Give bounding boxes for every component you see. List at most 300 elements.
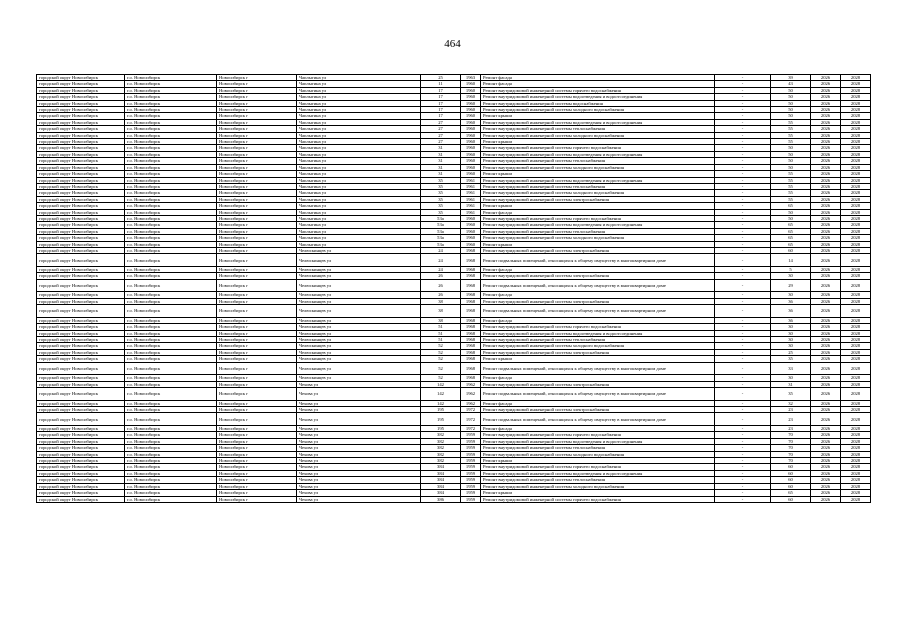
value-cell: 35 [771,356,811,362]
dash-cell: - [715,158,771,164]
end-year-cell: 2028 [841,151,871,157]
build-year-cell: 1960 [461,113,481,119]
start-year-cell: 2026 [811,87,841,93]
build-year-cell: 1961 [461,203,481,209]
municipality-cell: городской округ Новосибирск [37,132,125,138]
district-cell: г.о. Новосибирск [125,407,217,413]
value-cell: 43 [771,81,811,87]
end-year-cell: 2028 [841,119,871,125]
page-number: 464 [444,38,461,50]
district-cell: г.о. Новосибирск [125,400,217,406]
city-cell: Новосибирск г [217,490,297,496]
district-cell: г.о. Новосибирск [125,343,217,349]
municipality-cell: городской округ Новосибирск [37,337,125,343]
street-cell: Чехова ул [297,432,421,438]
municipality-cell: городской округ Новосибирск [37,464,125,470]
start-year-cell: 2026 [811,196,841,202]
municipality-cell: городской округ Новосибирск [37,445,125,451]
value-cell: 36 [771,298,811,304]
work-type-cell: Ремонт внутридомовой инженерной системы холодного водоснабжения [481,235,715,241]
table-row [37,254,871,267]
dash-cell: - [715,171,771,177]
street-cell: Челюскинцев ул [297,247,421,253]
end-year-cell: 2028 [841,158,871,164]
table-row [37,279,871,292]
street-cell: Челюскинцев ул [297,362,421,375]
street-cell: Челюскинцев ул [297,330,421,336]
dash-cell: - [715,164,771,170]
value-cell: 60 [771,247,811,253]
work-type-cell: Ремонт внутридомовой инженерной системы электроснабжения [481,381,715,387]
municipality-cell: городской округ Новосибирск [37,266,125,272]
house-number-cell: 26 [421,273,461,279]
district-cell: г.о. Новосибирск [125,381,217,387]
city-cell: Новосибирск г [217,171,297,177]
value-cell: 30 [771,324,811,330]
street-cell: Чехова ул [297,400,421,406]
district-cell: г.о. Новосибирск [125,235,217,241]
dash-cell: - [715,126,771,132]
start-year-cell: 2026 [811,119,841,125]
street-cell: Чехова ул [297,407,421,413]
city-cell: Новосибирск г [217,458,297,464]
work-type-cell: Ремонт подвальных помещений, относящихся к общему имуществу в многоквартирном доме [481,279,715,292]
build-year-cell: 1968 [461,266,481,272]
district-cell: г.о. Новосибирск [125,413,217,426]
district-cell: г.о. Новосибирск [125,132,217,138]
build-year-cell: 1960 [461,139,481,145]
table-row [37,388,871,401]
house-number-cell: 382 [421,458,461,464]
value-cell: 30 [771,292,811,298]
end-year-cell: 2028 [841,451,871,457]
house-number-cell: 195 [421,407,461,413]
district-cell: г.о. Новосибирск [125,113,217,119]
district-cell: г.о. Новосибирск [125,209,217,215]
build-year-cell: 1963 [461,75,481,81]
value-cell: 55 [771,132,811,138]
district-cell: г.о. Новосибирск [125,107,217,113]
table-row [37,362,871,375]
value-cell: 50 [771,145,811,151]
work-type-cell: Ремонт крыши [481,241,715,247]
value-cell: 50 [771,113,811,119]
house-number-cell: 53а [421,215,461,221]
start-year-cell: 2026 [811,145,841,151]
city-cell: Новосибирск г [217,279,297,292]
street-cell: Челюскинцев ул [297,343,421,349]
municipality-cell: городской округ Новосибирск [37,426,125,432]
house-number-cell: 53а [421,228,461,234]
house-number-cell: 35 [421,190,461,196]
build-year-cell: 1959 [461,496,481,502]
build-year-cell: 1968 [461,273,481,279]
district-cell: г.о. Новосибирск [125,483,217,489]
house-number-cell: 17 [421,94,461,100]
district-cell: г.о. Новосибирск [125,228,217,234]
municipality-cell: городской округ Новосибирск [37,196,125,202]
municipality-cell: городской округ Новосибирск [37,228,125,234]
value-cell: 55 [771,190,811,196]
house-number-cell: 38 [421,305,461,318]
street-cell: Чаплыгина ул [297,87,421,93]
start-year-cell: 2026 [811,75,841,81]
district-cell: г.о. Новосибирск [125,190,217,196]
house-number-cell: 52 [421,343,461,349]
end-year-cell: 2028 [841,356,871,362]
city-cell: Новосибирск г [217,209,297,215]
dash-cell: - [715,464,771,470]
district-cell: г.о. Новосибирск [125,426,217,432]
start-year-cell: 2026 [811,222,841,228]
start-year-cell: 2026 [811,349,841,355]
dash-cell: - [715,132,771,138]
value-cell: 70 [771,451,811,457]
municipality-cell: городской округ Новосибирск [37,94,125,100]
street-cell: Чехова ул [297,426,421,432]
start-year-cell: 2026 [811,254,841,267]
work-type-cell: Ремонт внутридомовой инженерной системы электроснабжения [481,196,715,202]
work-type-cell: Ремонт внутридомовой инженерной системы водоотведения и водоотсоединения [481,151,715,157]
start-year-cell: 2026 [811,343,841,349]
end-year-cell: 2028 [841,375,871,381]
end-year-cell: 2028 [841,81,871,87]
build-year-cell: 1968 [461,298,481,304]
street-cell: Чехова ул [297,470,421,476]
district-cell: г.о. Новосибирск [125,375,217,381]
municipality-cell: городской округ Новосибирск [37,292,125,298]
municipality-cell: городской округ Новосибирск [37,81,125,87]
city-cell: Новосибирск г [217,196,297,202]
municipality-cell: городской округ Новосибирск [37,113,125,119]
street-cell: Чаплыгина ул [297,171,421,177]
value-cell: 55 [771,126,811,132]
value-cell: 65 [771,203,811,209]
municipality-cell: городской округ Новосибирск [37,222,125,228]
dash-cell: - [715,483,771,489]
end-year-cell: 2028 [841,464,871,470]
end-year-cell: 2028 [841,324,871,330]
work-type-cell: Ремонт внутридомовой инженерной системы электроснабжения [481,273,715,279]
municipality-cell: городской округ Новосибирск [37,381,125,387]
build-year-cell: 1961 [461,183,481,189]
street-cell: Чехова ул [297,483,421,489]
city-cell: Новосибирск г [217,215,297,221]
work-type-cell: Ремонт крыши [481,490,715,496]
municipality-cell: городской округ Новосибирск [37,432,125,438]
street-cell: Чаплыгина ул [297,190,421,196]
municipality-cell: городской округ Новосибирск [37,203,125,209]
street-cell: Чехова ул [297,490,421,496]
work-type-cell: Ремонт внутридомовой инженерной системы электроснабжения [481,407,715,413]
street-cell: Челюскинцев ул [297,375,421,381]
house-number-cell: 31 [421,158,461,164]
end-year-cell: 2028 [841,477,871,483]
house-number-cell: 53а [421,235,461,241]
municipality-cell: городской округ Новосибирск [37,298,125,304]
end-year-cell: 2028 [841,362,871,375]
end-year-cell: 2028 [841,273,871,279]
end-year-cell: 2028 [841,337,871,343]
work-type-cell: Ремонт внутридомовой инженерной системы горячего водоснабжения [481,324,715,330]
build-year-cell: 1960 [461,100,481,106]
district-cell: г.о. Новосибирск [125,432,217,438]
build-year-cell: 1968 [461,292,481,298]
end-year-cell: 2028 [841,470,871,476]
municipality-cell: городской округ Новосибирск [37,254,125,267]
house-number-cell: 31 [421,151,461,157]
street-cell: Чаплыгина ул [297,81,421,87]
house-number-cell: 52 [421,362,461,375]
start-year-cell: 2026 [811,139,841,145]
build-year-cell: 1962 [461,388,481,401]
work-type-cell: Ремонт внутридомовой инженерной системы горячего водоснабжения [481,215,715,221]
district-cell: г.о. Новосибирск [125,445,217,451]
value-cell: 50 [771,94,811,100]
build-year-cell: 1968 [461,330,481,336]
city-cell: Новосибирск г [217,158,297,164]
end-year-cell: 2028 [841,247,871,253]
dash-cell: - [715,438,771,444]
work-type-cell: Ремонт внутридомовой инженерной системы водоотведения и водоотсоединения [481,119,715,125]
municipality-cell: городской округ Новосибирск [37,451,125,457]
end-year-cell: 2028 [841,171,871,177]
build-year-cell: 1972 [461,407,481,413]
dash-cell: - [715,426,771,432]
build-year-cell: 1960 [461,145,481,151]
municipality-cell: городской округ Новосибирск [37,349,125,355]
district-cell: г.о. Новосибирск [125,94,217,100]
build-year-cell: 1962 [461,400,481,406]
dash-cell: - [715,113,771,119]
dash-cell: - [715,266,771,272]
value-cell: 65 [771,222,811,228]
build-year-cell: 1959 [461,490,481,496]
work-type-cell: Ремонт внутридомовой инженерной системы горячего водоснабжения [481,87,715,93]
start-year-cell: 2026 [811,94,841,100]
dash-cell: - [715,279,771,292]
municipality-cell: городской округ Новосибирск [37,477,125,483]
house-number-cell: 17 [421,100,461,106]
start-year-cell: 2026 [811,190,841,196]
city-cell: Новосибирск г [217,305,297,318]
build-year-cell: 1960 [461,235,481,241]
build-year-cell: 1959 [461,458,481,464]
value-cell: 55 [771,119,811,125]
work-type-cell: Ремонт крыши [481,458,715,464]
street-cell: Челюскинцев ул [297,254,421,267]
dash-cell: - [715,343,771,349]
build-year-cell: 1961 [461,177,481,183]
end-year-cell: 2028 [841,228,871,234]
house-number-cell: 38 [421,317,461,323]
house-number-cell: 35 [421,177,461,183]
value-cell: 60 [771,470,811,476]
district-cell: г.о. Новосибирск [125,247,217,253]
work-type-cell: Ремонт внутридомовой инженерной системы холодного водоснабжения [481,451,715,457]
build-year-cell: 1960 [461,119,481,125]
end-year-cell: 2028 [841,279,871,292]
end-year-cell: 2028 [841,490,871,496]
city-cell: Новосибирск г [217,247,297,253]
municipality-cell: городской округ Новосибирск [37,241,125,247]
start-year-cell: 2026 [811,362,841,375]
street-cell: Чаплыгина ул [297,164,421,170]
dash-cell: - [715,400,771,406]
work-type-cell: Ремонт внутридомовой инженерной системы водоотведения и водоотсоединения [481,177,715,183]
value-cell: 50 [771,164,811,170]
house-number-cell: 24 [421,247,461,253]
build-year-cell: 1972 [461,413,481,426]
build-year-cell: 1968 [461,279,481,292]
value-cell: 14 [771,254,811,267]
work-type-cell: Ремонт крыши [481,171,715,177]
municipality-cell: городской округ Новосибирск [37,458,125,464]
street-cell: Чаплыгина ул [297,209,421,215]
street-cell: Чаплыгина ул [297,183,421,189]
city-cell: Новосибирск г [217,407,297,413]
house-number-cell: 382 [421,438,461,444]
build-year-cell: 1959 [461,451,481,457]
end-year-cell: 2028 [841,254,871,267]
city-cell: Новосибирск г [217,496,297,502]
value-cell: 60 [771,477,811,483]
work-type-cell: Ремонт внутридомовой инженерной системы теплоснабжения [481,158,715,164]
street-cell: Чаплыгина ул [297,158,421,164]
work-type-cell: Ремонт внутридомовой инженерной системы холодного водоснабжения [481,343,715,349]
start-year-cell: 2026 [811,158,841,164]
city-cell: Новосибирск г [217,107,297,113]
city-cell: Новосибирск г [217,183,297,189]
end-year-cell: 2028 [841,145,871,151]
dash-cell: - [715,119,771,125]
district-cell: г.о. Новосибирск [125,451,217,457]
street-cell: Челюскинцев ул [297,279,421,292]
house-number-cell: 27 [421,132,461,138]
street-cell: Чаплыгина ул [297,145,421,151]
dash-cell: - [715,292,771,298]
start-year-cell: 2026 [811,228,841,234]
dash-cell: - [715,330,771,336]
city-cell: Новосибирск г [217,132,297,138]
municipality-cell: городской округ Новосибирск [37,470,125,476]
table-row [37,305,871,318]
street-cell: Чаплыгина ул [297,228,421,234]
street-cell: Чаплыгина ул [297,75,421,81]
start-year-cell: 2026 [811,209,841,215]
district-cell: г.о. Новосибирск [125,196,217,202]
end-year-cell: 2028 [841,87,871,93]
city-cell: Новосибирск г [217,241,297,247]
house-number-cell: 142 [421,388,461,401]
district-cell: г.о. Новосибирск [125,305,217,318]
start-year-cell: 2026 [811,432,841,438]
house-number-cell: 17 [421,107,461,113]
municipality-cell: городской округ Новосибирск [37,171,125,177]
end-year-cell: 2028 [841,458,871,464]
build-year-cell: 1960 [461,132,481,138]
end-year-cell: 2028 [841,126,871,132]
value-cell: 50 [771,209,811,215]
end-year-cell: 2028 [841,203,871,209]
street-cell: Чехова ул [297,445,421,451]
start-year-cell: 2026 [811,132,841,138]
dash-cell: - [715,375,771,381]
street-cell: Чехова ул [297,413,421,426]
district-cell: г.о. Новосибирск [125,158,217,164]
city-cell: Новосибирск г [217,81,297,87]
value-cell: 30 [771,343,811,349]
dash-cell: - [715,432,771,438]
city-cell: Новосибирск г [217,438,297,444]
municipality-cell: городской округ Новосибирск [37,177,125,183]
start-year-cell: 2026 [811,279,841,292]
end-year-cell: 2028 [841,381,871,387]
district-cell: г.о. Новосибирск [125,100,217,106]
end-year-cell: 2028 [841,107,871,113]
house-number-cell: 382 [421,432,461,438]
build-year-cell: 1960 [461,171,481,177]
dash-cell: - [715,470,771,476]
value-cell: 39 [771,75,811,81]
value-cell: 70 [771,445,811,451]
build-year-cell: 1959 [461,432,481,438]
build-year-cell: 1968 [461,337,481,343]
district-cell: г.о. Новосибирск [125,222,217,228]
dash-cell: - [715,241,771,247]
work-type-cell: Ремонт внутридомовой инженерной системы электроснабжения [481,247,715,253]
municipality-cell: городской округ Новосибирск [37,496,125,502]
street-cell: Чехова ул [297,388,421,401]
dash-cell: - [715,254,771,267]
end-year-cell: 2028 [841,432,871,438]
start-year-cell: 2026 [811,113,841,119]
district-cell: г.о. Новосибирск [125,324,217,330]
start-year-cell: 2026 [811,241,841,247]
work-type-cell: Ремонт крыши [481,356,715,362]
district-cell: г.о. Новосибирск [125,298,217,304]
end-year-cell: 2028 [841,349,871,355]
street-cell: Чаплыгина ул [297,151,421,157]
dash-cell: - [715,445,771,451]
city-cell: Новосибирск г [217,190,297,196]
district-cell: г.о. Новосибирск [125,337,217,343]
street-cell: Челюскинцев ул [297,324,421,330]
build-year-cell: 1961 [461,190,481,196]
end-year-cell: 2028 [841,100,871,106]
value-cell: 50 [771,215,811,221]
build-year-cell: 1961 [461,196,481,202]
dash-cell: - [715,388,771,401]
dash-cell: - [715,349,771,355]
house-number-cell: 25 [421,75,461,81]
work-type-cell: Ремонт внутридомовой инженерной системы теплоснабжения [481,183,715,189]
district-cell: г.о. Новосибирск [125,330,217,336]
district-cell: г.о. Новосибирск [125,254,217,267]
start-year-cell: 2026 [811,381,841,387]
dash-cell: - [715,94,771,100]
build-year-cell: 1960 [461,158,481,164]
district-cell: г.о. Новосибирск [125,490,217,496]
street-cell: Чаплыгина ул [297,126,421,132]
start-year-cell: 2026 [811,171,841,177]
value-cell: 55 [771,177,811,183]
value-cell: 65 [771,490,811,496]
municipality-cell: городской округ Новосибирск [37,413,125,426]
city-cell: Новосибирск г [217,464,297,470]
work-type-cell: Ремонт фасада [481,317,715,323]
house-number-cell: 38 [421,298,461,304]
